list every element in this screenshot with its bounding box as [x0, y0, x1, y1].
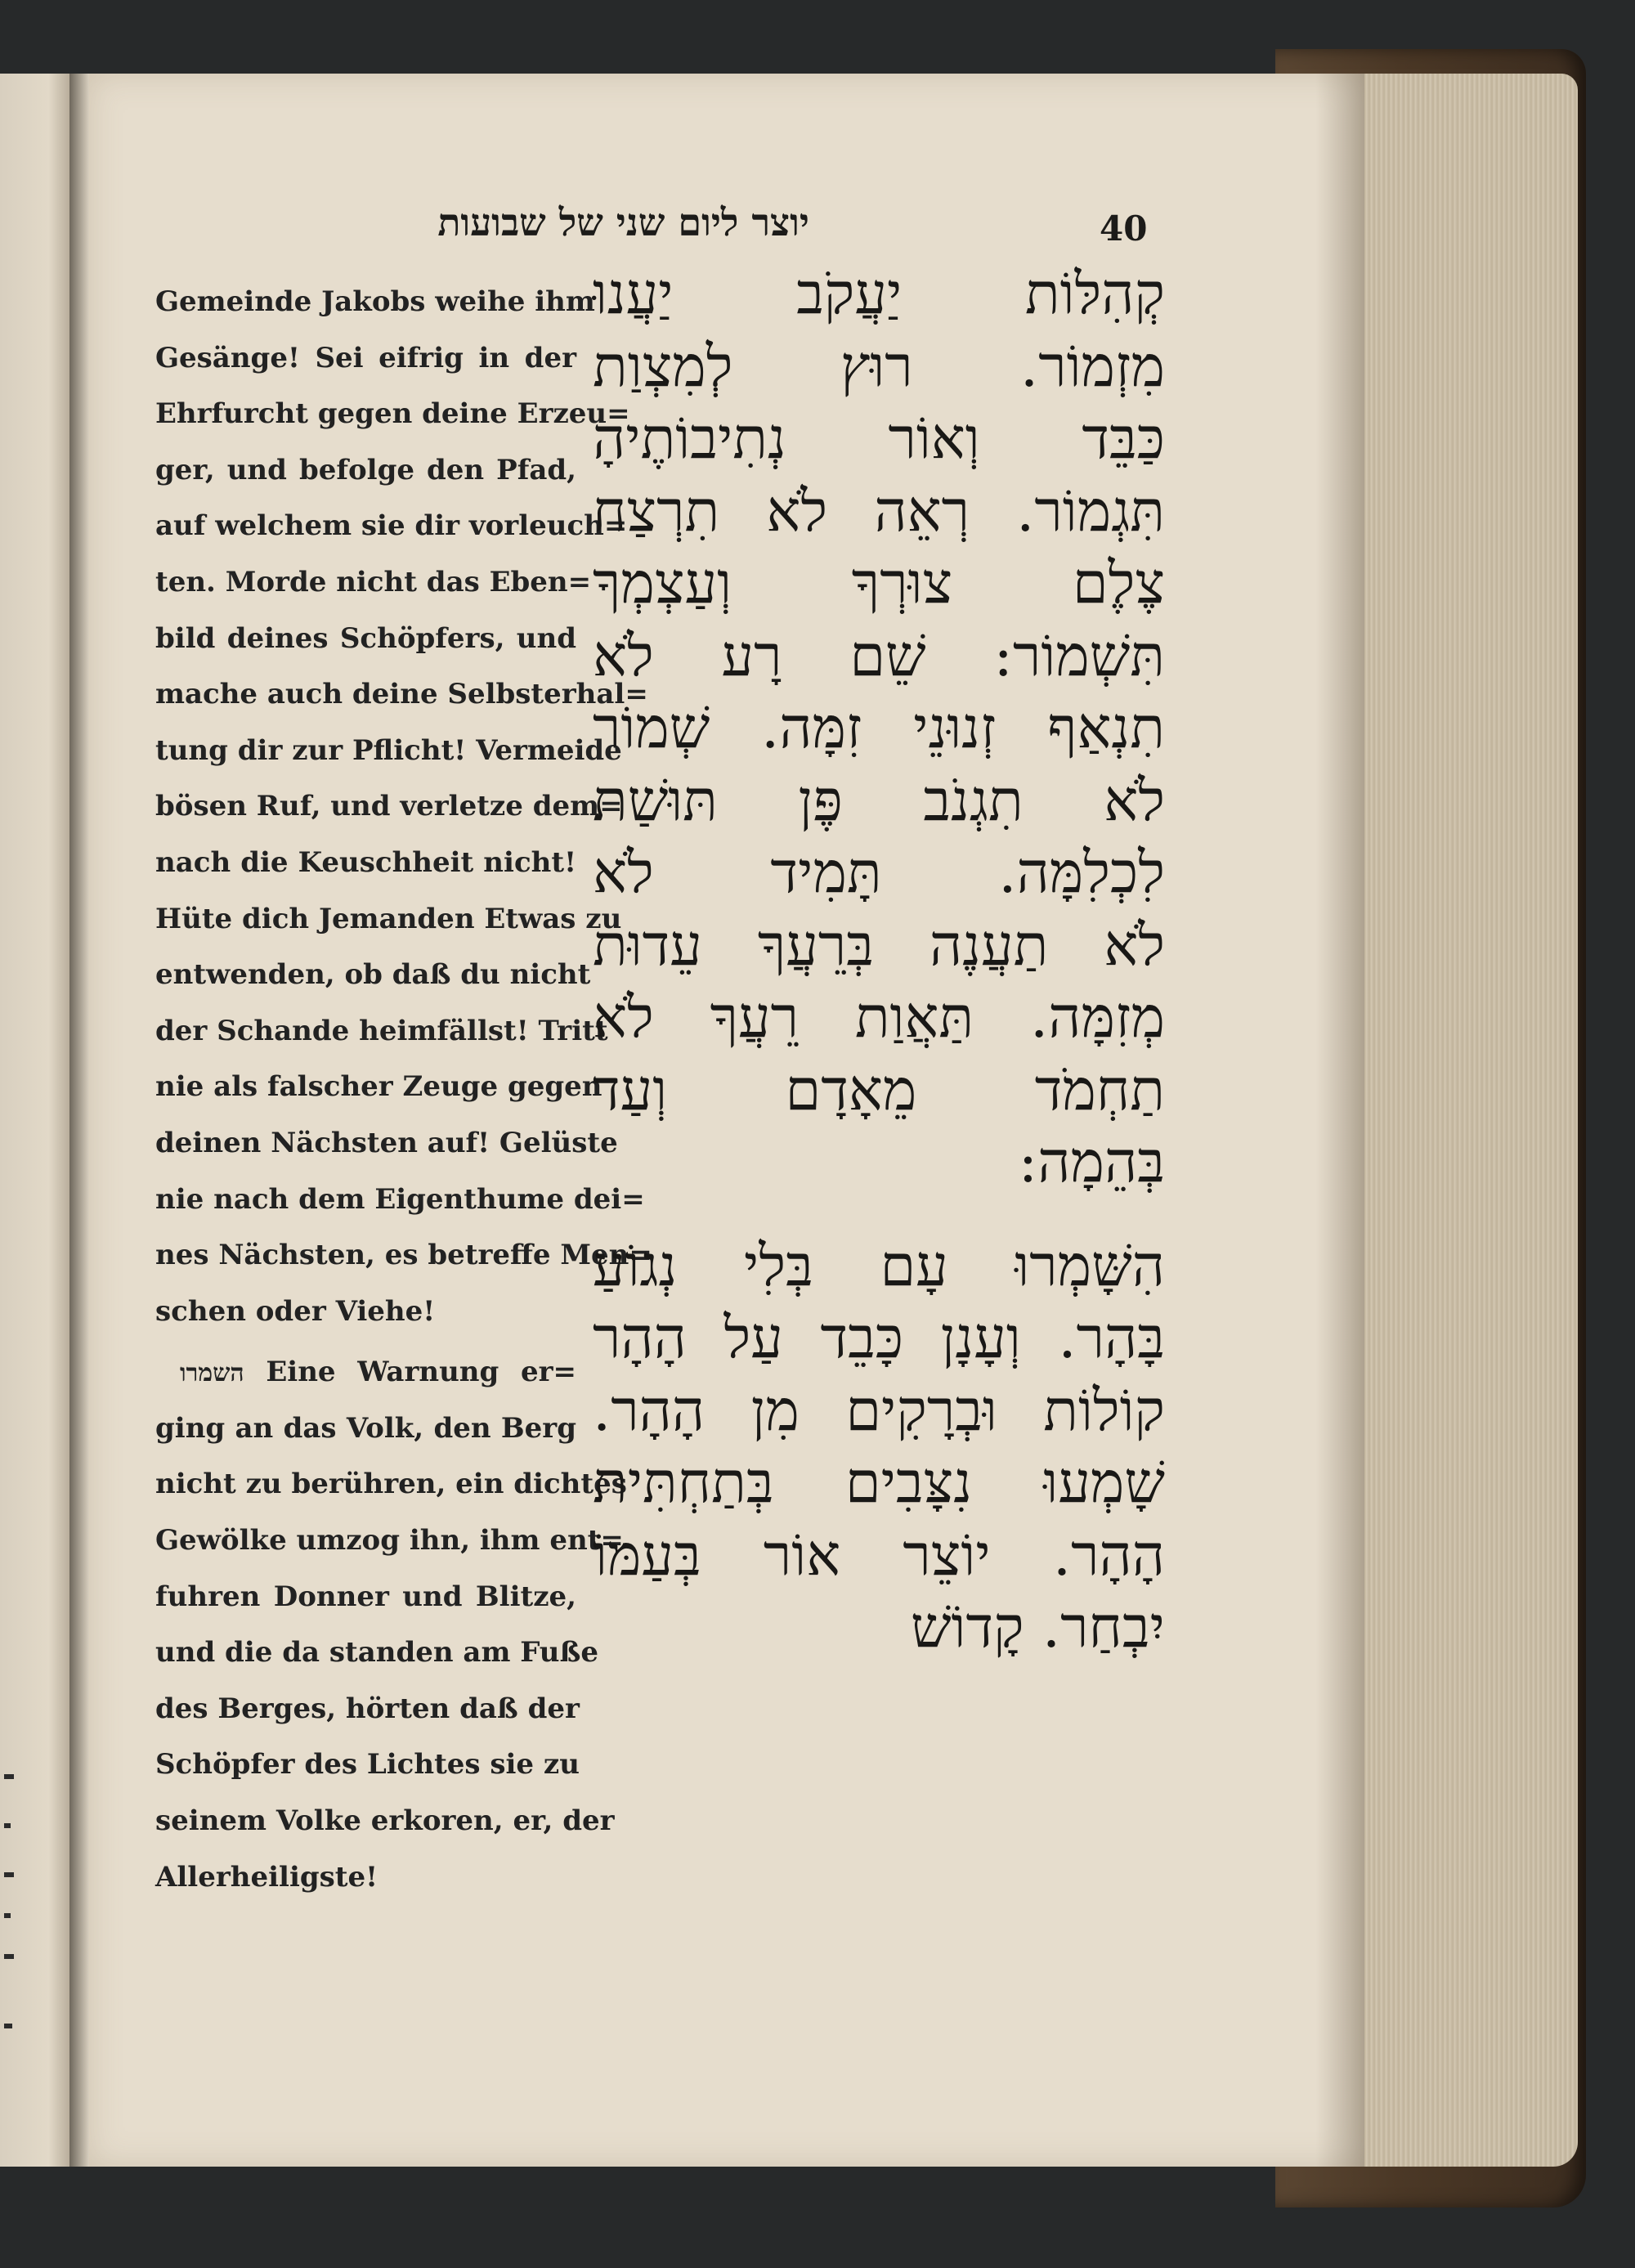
hebrew-line: קוֹלוֹת וּבְרָקִים מִן הָהָר.: [593, 1376, 1165, 1444]
hebrew-line: תִּגְמוֹר. רְאֵה לֹא תִרְצַח: [593, 477, 1165, 545]
hebrew-line: תִנְאַף זְנוּנֵי זִמָּה. שְׁמוֹר: [593, 694, 1165, 761]
german-line: der Schande heimfällst! Tritt: [155, 1014, 608, 1047]
german-line: Ehrfurcht gegen deine Erzeu=: [155, 397, 630, 431]
hebrew-text-column: [593, 258, 1165, 1664]
german-line: nie als falscher Zeuge gegen: [155, 1070, 602, 1104]
hebrew-line: הִשָּׁמְרוּ עָם בְּלִי נְגוֹעַ: [593, 1231, 1165, 1299]
print-mark: [4, 1872, 14, 1877]
hebrew-line: בְּהֵמָה:: [1018, 1128, 1165, 1195]
german-line: nie nach dem Eigenthume dei=: [155, 1182, 645, 1216]
german-line: fuhren Donner und Blitze,: [155, 1580, 576, 1613]
hebrew-line: מִזְמוֹר. רוּץ לְמִצְוַת: [593, 332, 1165, 400]
german-line: Allerheiligste!: [155, 1860, 379, 1894]
german-line: bild deines Schöpfers, und: [155, 621, 576, 655]
paragraph-gap: [593, 1199, 1165, 1230]
facing-page-edge: [0, 74, 69, 2167]
german-line: tung dir zur Pflicht! Vermeide: [155, 733, 622, 767]
german-line: auf welchem sie dir vorleuch=: [155, 509, 628, 543]
running-header-title: יוצר ליום שני של שבועות: [437, 200, 809, 244]
hebrew-line: שָׁמְעוּ נִצָּבִים בְּתַחְתִּית: [593, 1449, 1165, 1516]
hebrew-line: לֹא תַעֲנֶה בְּרֵעֲךָ עֵדוּת: [593, 911, 1165, 979]
german-line: [155, 1344, 576, 1401]
hebrew-line: קְהִלּוֹת יַעֲקֹב יַעֲנוּ: [593, 260, 1165, 327]
german-line: nes Nächsten, es betreffe Men=: [155, 1239, 652, 1272]
print-mark: [4, 1913, 11, 1918]
hebrew-keyword: השמרו: [180, 1359, 244, 1388]
hebrew-line: מְזִמָּה. תַּאֲוַת רֵעֲךָ לֹא: [593, 984, 1165, 1051]
german-line: schen oder Viehe!: [155, 1294, 436, 1328]
german-line: bösen Ruf, und verletze dem=: [155, 790, 623, 823]
german-line: ten. Morde nicht das Eben=: [155, 565, 592, 598]
print-mark: [4, 2024, 12, 2028]
german-line: Hüte dich Jemanden Etwas zu: [155, 902, 622, 935]
hebrew-line: צֶלֶם צוּרְךָ וְעַצְמְךָ: [593, 549, 1165, 616]
german-line: des Berges, hörten daß der: [155, 1692, 580, 1725]
german-line: und die da standen am Fuße: [155, 1636, 598, 1670]
german-line: Gesänge! Sei eifrig in der: [155, 341, 576, 374]
print-mark: [4, 1954, 14, 1959]
german-translation-column: [155, 274, 652, 1905]
hebrew-line: יִבְחַר. קָדוֹשׁ: [910, 1593, 1165, 1661]
german-line: Gemeinde Jakobs weihe ihm: [155, 285, 595, 318]
german-line: nach die Keuschheit nicht!: [155, 845, 576, 879]
german-line: Gewölke umzog ihn, ihm ent=: [155, 1524, 624, 1558]
german-line: Schöpfer des Lichtes sie zu: [155, 1748, 580, 1782]
hebrew-line: כַּבֵּד וְאוֹר נְתִיבוֹתֶיהָ: [593, 405, 1165, 472]
german-line: nicht zu berühren, ein dichtes: [155, 1468, 627, 1501]
hebrew-line: לִכְלִמָּה. תָּמִיד לֹא: [593, 839, 1165, 906]
german-line: entwenden, ob daß du nicht: [155, 958, 591, 992]
german-line: deinen Nächsten auf! Gelüste: [155, 1126, 618, 1159]
german-line: ger, und befolge den Pfad,: [155, 453, 576, 486]
page-number: 40: [1100, 208, 1148, 249]
german-line: seinem Volke erkoren, er, der: [155, 1804, 615, 1838]
hebrew-line: הָהָר. יוֹצֵר אוֹר בְּעַמּוֹ: [593, 1521, 1165, 1589]
book-gutter: [69, 74, 89, 2167]
german-line: ging an das Volk, den Berg: [155, 1411, 576, 1445]
hebrew-line: בָּהָר. וְעָנָן כָּבֵד עַל הָהָר: [593, 1304, 1165, 1371]
print-mark: [4, 1823, 11, 1828]
hebrew-line: תַחְמֹד מֵאָדָם וְעַד: [593, 1056, 1165, 1123]
hebrew-line: תִּשְׁמוֹר: שֵׁם רָע לֹא: [593, 621, 1165, 689]
german-line: mache auch deine Selbsterhal=: [155, 678, 648, 711]
hebrew-line: לֹא תִגְנֹב פֶּן תּוּשַׁת: [593, 766, 1165, 834]
german-line-text: Eine Warnung er=: [266, 1356, 576, 1389]
print-mark: [4, 1774, 14, 1779]
